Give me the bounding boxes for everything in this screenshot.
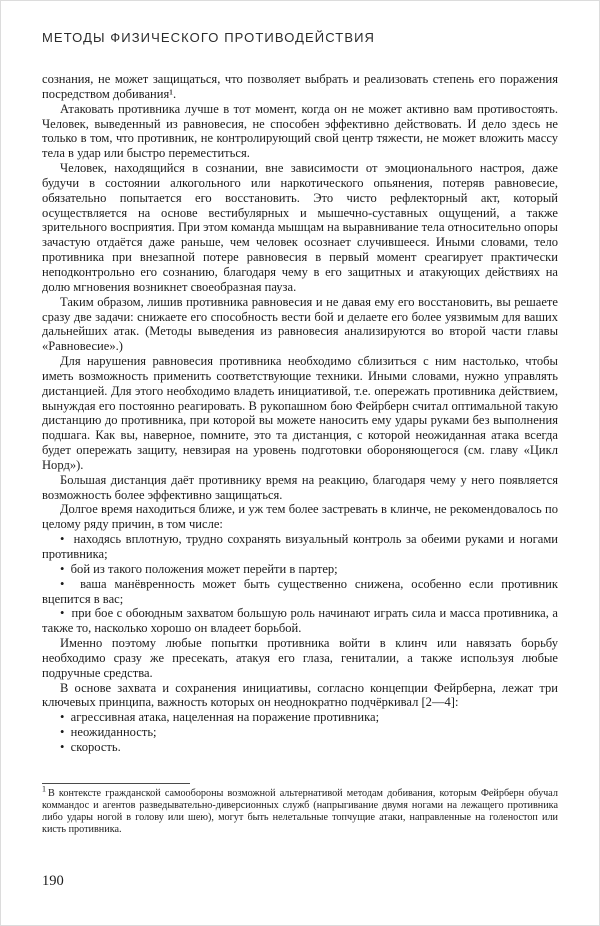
footnote-divider [42,783,190,784]
bullet-item: • ваша манёвренность может быть существенно снижена, особенно если противник вцепится в вас; [42,577,558,607]
paragraph: Таким образом, лишив противника равновесия и не давая ему его восстановить, вы решаете сразу две задачи: снижаете его способность вести бой и делаете его более уязвимым для ваших дальнейших атак. (Методы выведения из равновесия анализируются во второй части главы «Равновесие».) [42,294,558,354]
paragraph: В основе захвата и сохранения инициативы, согласно концепции Фейрберна, лежат три ключевых принципа, важность которых он неоднократно подчёркивал [2—4]: [42,680,558,710]
paragraph: сознания, не может защищаться, что позволяет выбрать и реализовать степень его поражения посредством добивания¹. [42,72,558,101]
bullet-item: • при бое с обоюдным захватом большую роль начинают играть сила и масса противника, а также то, насколько хорошо он владеет борьбой. [42,606,558,636]
bullet-item: • скорость. [42,740,558,755]
paragraph: Большая дистанция даёт противнику время на реакцию, благодаря чему у него появляется возможность более эффективно защищаться. [42,472,558,502]
footnote [42,784,558,836]
body-text [42,72,558,755]
paragraph: Атаковать противника лучше в тот момент, когда он не может активно вам противостоять. Человек, выведенный из равновесия, не способен эффективно действовать. И дело здесь не только в том, что противник, не контролирующий свой центр тяжести, не может вложить массу тела в удар или быстро переместиться. [42,101,558,161]
footnote-marker: 1 [42,784,46,794]
paragraph: Для нарушения равновесия противника необходимо сблизиться с ним настолько, чтобы иметь возможность применить соответствующие техники. Иными словами, нужно управлять дистанцией. Для этого необходимо владеть инициативой, т.е. опережать противника действием, вынуждая его постоянно реагировать. В рукопашном бою Фейрберн считал оптимальной такую дистанцию до противника, при которой вы можете наносить ему удары руками без выполнения подшага. Как вы, наверное, помните, это та дистанция, с которой неожиданная атака всегда будет опережать защиту, невзирая на уровень подготовки обороняющегося (см. главу «Цикл Норд»). [42,354,558,472]
page-number: 190 [42,873,64,889]
bullet-item: • бой из такого положения может перейти в партер; [42,562,558,577]
paragraph: Именно поэтому любые попытки противника войти в клинч или навязать борьбу необходимо сразу же пресекать, атакуя его глаза, гениталии, а также используя любые подручные средства. [42,636,558,680]
running-header: МЕТОДЫ ФИЗИЧЕСКОГО ПРОТИВОДЕЙСТВИЯ [42,30,376,45]
footnote-text: В контексте гражданской самообороны возможной альтернативой методам добивания, которым Фейрберн обучал коммандос и агентов разведывательно-диверсионных служб (напрыгивание двумя ногами на лежащего противника либо удары ногой в голову или шею), могут быть нелетальные топчущие атаки, направленные на голеностоп или кисть противника. [42,787,558,835]
footnote-block [42,773,558,836]
paragraph: Долгое время находиться ближе, и уж тем более застревать в клинче, не рекомендовалось по целому ряду причин, в том числе: [42,502,558,532]
bullet-item: • находясь вплотную, трудно сохранять визуальный контроль за обеими руками и ногами противника; [42,532,558,562]
bullet-item: • неожиданность; [42,725,558,740]
bullet-item: • агрессивная атака, нацеленная на поражение противника; [42,710,558,725]
paragraph: Человек, находящийся в сознании, вне зависимости от эмоционального настроя, даже будучи в состоянии алкогольного или наркотического опьянения, потеряв равновесие, обязательно попытается его восстановить. Это чисто рефлекторный акт, который осуществляется на основе вестибулярных и мышечно-суставных ощущений, а также зрительного восприятия. При этом команда мышцам на выравнивание тела относительно опоры зачастую отдаётся даже раньше, чем человек осознает случившееся. Иными словами, тело противника при внезапной потере равновесия в первый момент среагирует практически неподконтрольно его сознанию, благодаря чему в его защитных и атакующих действиях на долю мгновения возникнет своеобразная пауза. [42,161,558,294]
